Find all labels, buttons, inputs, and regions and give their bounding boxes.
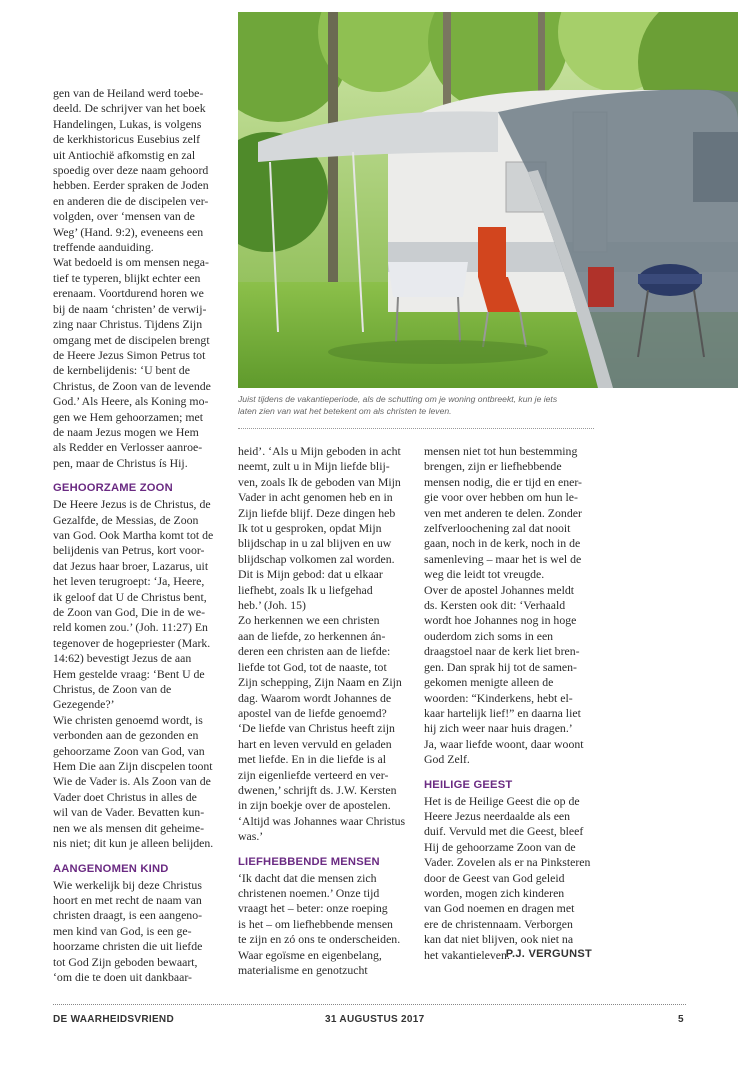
caption-line: laten zien van wat het betekent om als christen te leven.	[238, 406, 452, 416]
text-line: de kernbelijdenis: ‘U bent de	[53, 363, 190, 378]
text-line: van God noemen en dragen met	[424, 901, 575, 916]
text-line: liefhebt, zoals Ik u liefgehad	[238, 582, 373, 597]
text-line: duif. Vervuld met die Geest, bleef	[424, 824, 584, 839]
paragraph-gehoorzame-zoon	[53, 497, 223, 851]
text-line: in zijn boekje over de apostelen.	[238, 798, 391, 813]
section-heading-heilige-geest: HEILIGE GEEST	[424, 778, 513, 791]
text-line: neemt, zult u in Mijn liefde blij-	[238, 459, 390, 474]
text-line: wil van de Vader. Bevatten kun-	[53, 805, 205, 820]
text-line: de kerkhistoricus Eusebius zelf	[53, 132, 201, 147]
text-line: Christus, de Zoon van de	[53, 682, 172, 697]
text-line: treffende aanduiding.	[53, 240, 154, 255]
text-line: zelfverloochening zal dat nooit	[424, 521, 571, 536]
text-line: te zijn en zó ons te onderscheiden.	[238, 932, 401, 947]
author-signature: P.J. VERGUNST	[505, 948, 592, 960]
text-line: nis niet; dit kun je alleen belijden.	[53, 836, 214, 851]
text-line: en anderen die de discipelen ver-	[53, 193, 209, 208]
text-line: pen, maar de Christus ís Hij.	[53, 455, 188, 470]
caravan-illustration	[238, 12, 738, 388]
text-line: gen we Hem gehoorzamen; met	[53, 409, 204, 424]
text-line: wordt hoe Johannes nog in hoge	[424, 613, 577, 628]
text-line: mensen niet tot hun bestemming	[424, 444, 578, 458]
text-line: Ik tot u gesproken, opdat Mijn	[238, 521, 382, 536]
text-line: erenaam. Voortdurend horen we	[53, 286, 204, 301]
text-line: christen draagt, is een aangeno-	[53, 908, 203, 923]
text-line: ouderdom zich soms in een	[424, 628, 554, 643]
text-line: worden, mogen zich kinderen	[424, 885, 565, 900]
paragraph-liefhebbende-mensen	[238, 871, 410, 979]
text-line: hij zich weer naar huis dragen.’	[424, 721, 573, 736]
section-heading-aangenomen-kind: AANGENOMEN KIND	[53, 862, 169, 875]
text-line: Dit is Mijn gebod: dat u elkaar	[238, 567, 383, 582]
text-line: men kind van God, is een ge-	[53, 923, 192, 938]
text-line: Zijn schepping, Zijn Naam en Zijn	[238, 675, 402, 690]
text-line: heid’. ‘Als u Mijn geboden in acht	[238, 444, 401, 458]
paragraph-heilige-geest	[424, 794, 596, 963]
text-line: liefde tot God, tot de naaste, tot	[238, 659, 387, 674]
text-line: ven, zoals Ik de geboden van Mijn	[238, 474, 401, 489]
text-line: Vader in acht genomen heb en in	[238, 490, 393, 505]
text-line: zing naar Christus. Tijdens Zijn	[53, 317, 203, 332]
paragraph-liefde	[238, 444, 410, 845]
paragraph-aangenomen-kind	[53, 878, 223, 986]
text-line: Wat bedoeld is om mensen nega-	[53, 255, 209, 270]
text-line: woorden: “Kinderkens, hebt el-	[424, 690, 573, 705]
text-line: ik geloof dat U de Christus bent,	[53, 589, 207, 604]
text-line: vraagt het – beter: onze roeping	[238, 901, 388, 916]
text-line: ere de christennaam. Verborgen	[424, 916, 573, 931]
caption-line: Juist tijdens de vakantieperiode, als de schutting om je woning ontbreekt, kun je iets	[238, 394, 558, 404]
text-line: dwenen,’ schrijft ds. J.W. Kersten	[238, 782, 397, 797]
text-line: de naam Jezus mogen we Hem	[53, 424, 199, 439]
text-line: ‘De liefde van Christus heeft zijn	[238, 721, 395, 736]
text-line: volgden, over ‘mensen van de	[53, 209, 195, 224]
text-line: De Heere Jezus is de Christus, de	[53, 497, 211, 512]
text-line: Ja, waar liefde woont, daar woont	[424, 736, 584, 751]
text-line: uit Antiochië afkomstig en zal	[53, 147, 196, 162]
text-line: ven met anderen te delen. Zonder	[424, 505, 582, 520]
text-line: tief te typeren, blijkt echter een	[53, 270, 201, 285]
text-line: ‘Altijd was Johannes waar Christus	[238, 813, 406, 828]
text-line: spoedig over deze naam gehoord	[53, 163, 209, 178]
text-line: omgang met de discipelen brengt	[53, 332, 210, 347]
text-line: God Zelf.	[424, 752, 470, 767]
text-line: de Zoon van God, Die in de we-	[53, 605, 206, 619]
text-line: van God. Ook Martha komt tot de	[53, 527, 214, 542]
text-line: gie voor over hebben om hun le-	[424, 490, 578, 505]
text-line: als Redder en Verlosser aanroe-	[53, 440, 203, 455]
text-line: Gezalfde, de Messias, de Zoon	[53, 512, 199, 527]
text-line: reld komen zou.’ (Joh. 11:27) En	[53, 620, 208, 635]
text-line: ‘Ik dacht dat die mensen zich	[238, 870, 377, 885]
text-line: zijn eigenliefde verteerd en ver-	[238, 767, 389, 782]
footer-date: 31 AUGUSTUS 2017	[325, 1014, 425, 1025]
caption-divider	[238, 428, 594, 429]
page-number: 5	[678, 1014, 684, 1025]
paragraph-johannes	[424, 444, 596, 768]
text-line: mensen nodig, die er tijd en ener-	[424, 474, 582, 489]
text-line: gaan, noch in de kerk, noch in de	[424, 536, 581, 551]
text-line: was.’	[238, 829, 264, 844]
text-line: ds. Kersten ook dit: ‘Verhaald	[424, 598, 566, 613]
text-line: dag. Waarom wordt Johannes de	[238, 690, 392, 705]
text-line: Hem gestelde vraag: ‘Bent U de	[53, 666, 205, 681]
text-line: Handelingen, Lukas, is volgens	[53, 116, 202, 131]
text-line: Weg’ (Hand. 9:2), eveneens een	[53, 224, 204, 239]
text-line: hebben. Eerder spraken de Joden	[53, 178, 209, 193]
text-line: de Heere Jezus Simon Petrus tot	[53, 347, 206, 362]
text-line: tot God Zijn geboden bewaart,	[53, 954, 198, 969]
text-line: bij de naam ‘christen’ de verwij-	[53, 301, 207, 316]
text-line: blijdschap volkomen zal worden.	[238, 551, 395, 566]
text-line: materialisme en genotzucht	[238, 963, 368, 977]
text-line: kan dat niet blijven, ook niet na	[424, 932, 574, 947]
paragraph-intro	[53, 86, 223, 471]
section-heading-gehoorzame-zoon: GEHOORZAME ZOON	[53, 482, 173, 495]
text-line: nen we als mensen dit geheime-	[53, 820, 205, 835]
text-line: Heere Jezus neerdaalde als een	[424, 808, 571, 823]
text-line: ‘om die te doen uit dankbaar-	[53, 969, 192, 984]
text-line: hart en leven vervuld en geladen	[238, 736, 392, 751]
text-line: samenleving – maar het is wel de	[424, 551, 582, 566]
text-line: Gezegende?’	[53, 697, 115, 712]
text-line: Hem Die aan Zijn discpelen toont	[53, 759, 213, 774]
text-line: het leven terugroept: ‘Ja, Heere,	[53, 574, 205, 589]
text-line: Christus, de Zoon van de levende	[53, 378, 211, 393]
text-line: christenen noemen.’ Onze tijd	[238, 885, 380, 900]
text-line: deeld. De schrijver van het boek	[53, 101, 206, 116]
text-line: Hij de gehoorzame Zoon van de	[424, 839, 576, 854]
text-line: weg die leidt tot vreugde.	[424, 567, 545, 582]
text-line: Wie werkelijk bij deze Christus	[53, 877, 202, 892]
caravan-photo	[238, 12, 738, 388]
text-line: het vakantieleven.	[424, 947, 510, 962]
text-line: Wie christen genoemd wordt, is	[53, 712, 203, 727]
text-line: brengen, zijn er liefhebbende	[424, 459, 562, 474]
text-line: kaar hartelijk lief!” en daarna liet	[424, 705, 581, 720]
text-line: Het is de Heilige Geest die op de	[424, 793, 580, 808]
text-line: Vader. Zovelen als er na Pinksteren	[424, 855, 591, 870]
text-line: verbonden aan de gezonden en	[53, 728, 199, 743]
text-line: Wie de Vader is. Als Zoon van de	[53, 774, 211, 789]
text-line: door de Geest van God geleid	[424, 870, 565, 885]
text-line: aan de liefde, zo herkennen án-	[238, 628, 386, 643]
text-line: apostel van de liefde genoemd?	[238, 705, 387, 720]
photo-caption	[238, 393, 598, 417]
text-line: gehoorzame Zoon van God, van	[53, 743, 205, 758]
footer-magazine-name: DE WAARHEIDSVRIEND	[53, 1014, 174, 1025]
text-line: deren een christen aan de liefde:	[238, 644, 391, 659]
text-line: gen van de Heiland werd toebe-	[53, 86, 204, 100]
text-line: belijdenis van Petrus, kort voor-	[53, 543, 205, 558]
text-line: tegenover de hogepriester (Mark.	[53, 635, 211, 650]
text-line: hoorzame christen die uit liefde	[53, 939, 203, 954]
text-line: blijdschap in u zal blijven en uw	[238, 536, 392, 551]
text-line: gen. Dan sprak hij tot de samen-	[424, 659, 577, 674]
text-line: gekomen menigte alleen de	[424, 675, 554, 690]
text-line: Waar egoïsme en eigenbelang,	[238, 947, 382, 962]
text-line: draagstoel naar de kerk liet bren-	[424, 644, 580, 659]
text-line: heb.’ (Joh. 15)	[238, 598, 306, 613]
article-column-2	[238, 444, 410, 978]
footer-divider	[53, 1004, 686, 1005]
text-line: met liefde. En in die liefde is al	[238, 752, 387, 767]
text-line: is het – om liefhebbende mensen	[238, 916, 393, 931]
text-line: hoort en met recht de naam van	[53, 892, 202, 907]
text-line: Zijn liefde blijf. Deze dingen heb	[238, 505, 396, 520]
section-heading-liefhebbende-mensen: LIEFHEBBENDE MENSEN	[238, 855, 380, 868]
text-line: dat Jezus haar broer, Lazarus, uit	[53, 558, 209, 573]
text-line: 14:62) bevestigt Jezus de aan	[53, 651, 192, 666]
article-column-3	[424, 444, 596, 963]
text-line: Zo herkennen we een christen	[238, 613, 380, 628]
text-line: God.’ Als Heere, als Koning mo-	[53, 394, 209, 409]
article-column-1	[53, 86, 223, 985]
text-line: Over de apostel Johannes meldt	[424, 582, 575, 597]
text-line: Vader doet Christus in alles de	[53, 789, 197, 804]
